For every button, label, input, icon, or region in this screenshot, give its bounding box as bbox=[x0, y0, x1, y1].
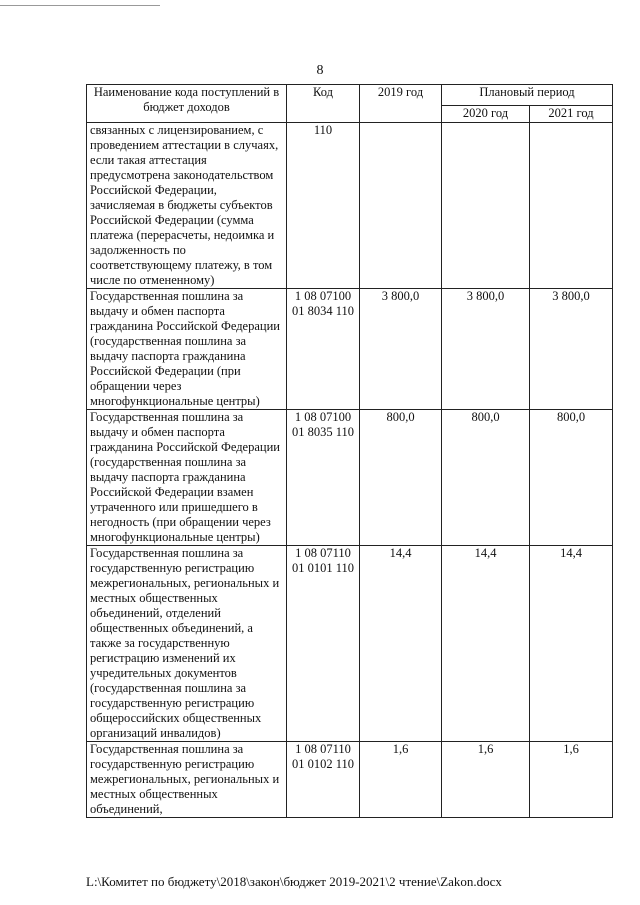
row-name: Государственная пошлина за государственную регистрацию межрегиональных, региональных и местных общественных объединений, отделений общественных объединений, а также за государственную регистрацию изменений их учредительных документов (государственная пошлина за государственную регистрацию общероссийских общественных организаций инвалидов) bbox=[87, 546, 287, 742]
page-number: 8 bbox=[316, 63, 324, 78]
row-2019 bbox=[360, 123, 442, 289]
row-2019: 1,6 bbox=[360, 742, 442, 818]
row-name: Государственная пошлина за выдачу и обмен паспорта гражданина Российской Федерации (государственная пошлина за выдачу паспорта гражданина Российской Федерации взамен утраченного или пришедшего в негодность (при обращении через многофункциональные центры) bbox=[87, 410, 287, 546]
header-2021: 2021 год bbox=[530, 106, 613, 123]
row-2021: 14,4 bbox=[530, 546, 613, 742]
header-name: Наименование кода поступлений в бюджет доходов bbox=[87, 85, 287, 123]
scan-edge-line bbox=[0, 5, 160, 6]
row-2020: 14,4 bbox=[442, 546, 530, 742]
row-2021: 800,0 bbox=[530, 410, 613, 546]
row-2019: 14,4 bbox=[360, 546, 442, 742]
table-row bbox=[87, 289, 613, 410]
row-2020: 3 800,0 bbox=[442, 289, 530, 410]
header-2020: 2020 год bbox=[442, 106, 530, 123]
row-code: 1 08 07100 01 8034 110 bbox=[287, 289, 360, 410]
header-planned-period: Плановый период bbox=[442, 85, 613, 106]
table-row bbox=[87, 546, 613, 742]
table-header-row bbox=[87, 85, 613, 106]
row-code: 1 08 07110 01 0102 110 bbox=[287, 742, 360, 818]
row-name: связанных с лицензированием, с проведением аттестации в случаях, если такая аттестация предусмотрена законодательством Российской Федерации, зачисляемая в бюджеты субъектов Российской Федерации (сумма платежа (перерасчеты, недоимка и задолженность по соответствующему платежу, в том числе по отмененному) bbox=[87, 123, 287, 289]
row-code: 110 bbox=[287, 123, 360, 289]
table-row bbox=[87, 410, 613, 546]
row-code: 1 08 07100 01 8035 110 bbox=[287, 410, 360, 546]
row-name: Государственная пошлина за выдачу и обмен паспорта гражданина Российской Федерации (государственная пошлина за выдачу паспорта гражданина Российской Федерации (при обращении через многофункциональные центры) bbox=[87, 289, 287, 410]
table-row bbox=[87, 742, 613, 818]
table-row bbox=[87, 123, 613, 289]
revenue-table bbox=[86, 84, 613, 818]
header-2019: 2019 год bbox=[360, 85, 442, 123]
row-code: 1 08 07110 01 0101 110 bbox=[287, 546, 360, 742]
row-2020: 1,6 bbox=[442, 742, 530, 818]
row-2020: 800,0 bbox=[442, 410, 530, 546]
row-2021: 1,6 bbox=[530, 742, 613, 818]
row-2019: 800,0 bbox=[360, 410, 442, 546]
row-2021 bbox=[530, 123, 613, 289]
row-2021: 3 800,0 bbox=[530, 289, 613, 410]
row-2019: 3 800,0 bbox=[360, 289, 442, 410]
row-name: Государственная пошлина за государственную регистрацию межрегиональных, региональных и местных общественных объединений, bbox=[87, 742, 287, 818]
row-2020 bbox=[442, 123, 530, 289]
footer-file-path: L:\Комитет по бюджету\2018\закон\бюджет 2019-2021\2 чтение\Zakon.docx bbox=[86, 874, 502, 889]
header-code: Код bbox=[287, 85, 360, 123]
